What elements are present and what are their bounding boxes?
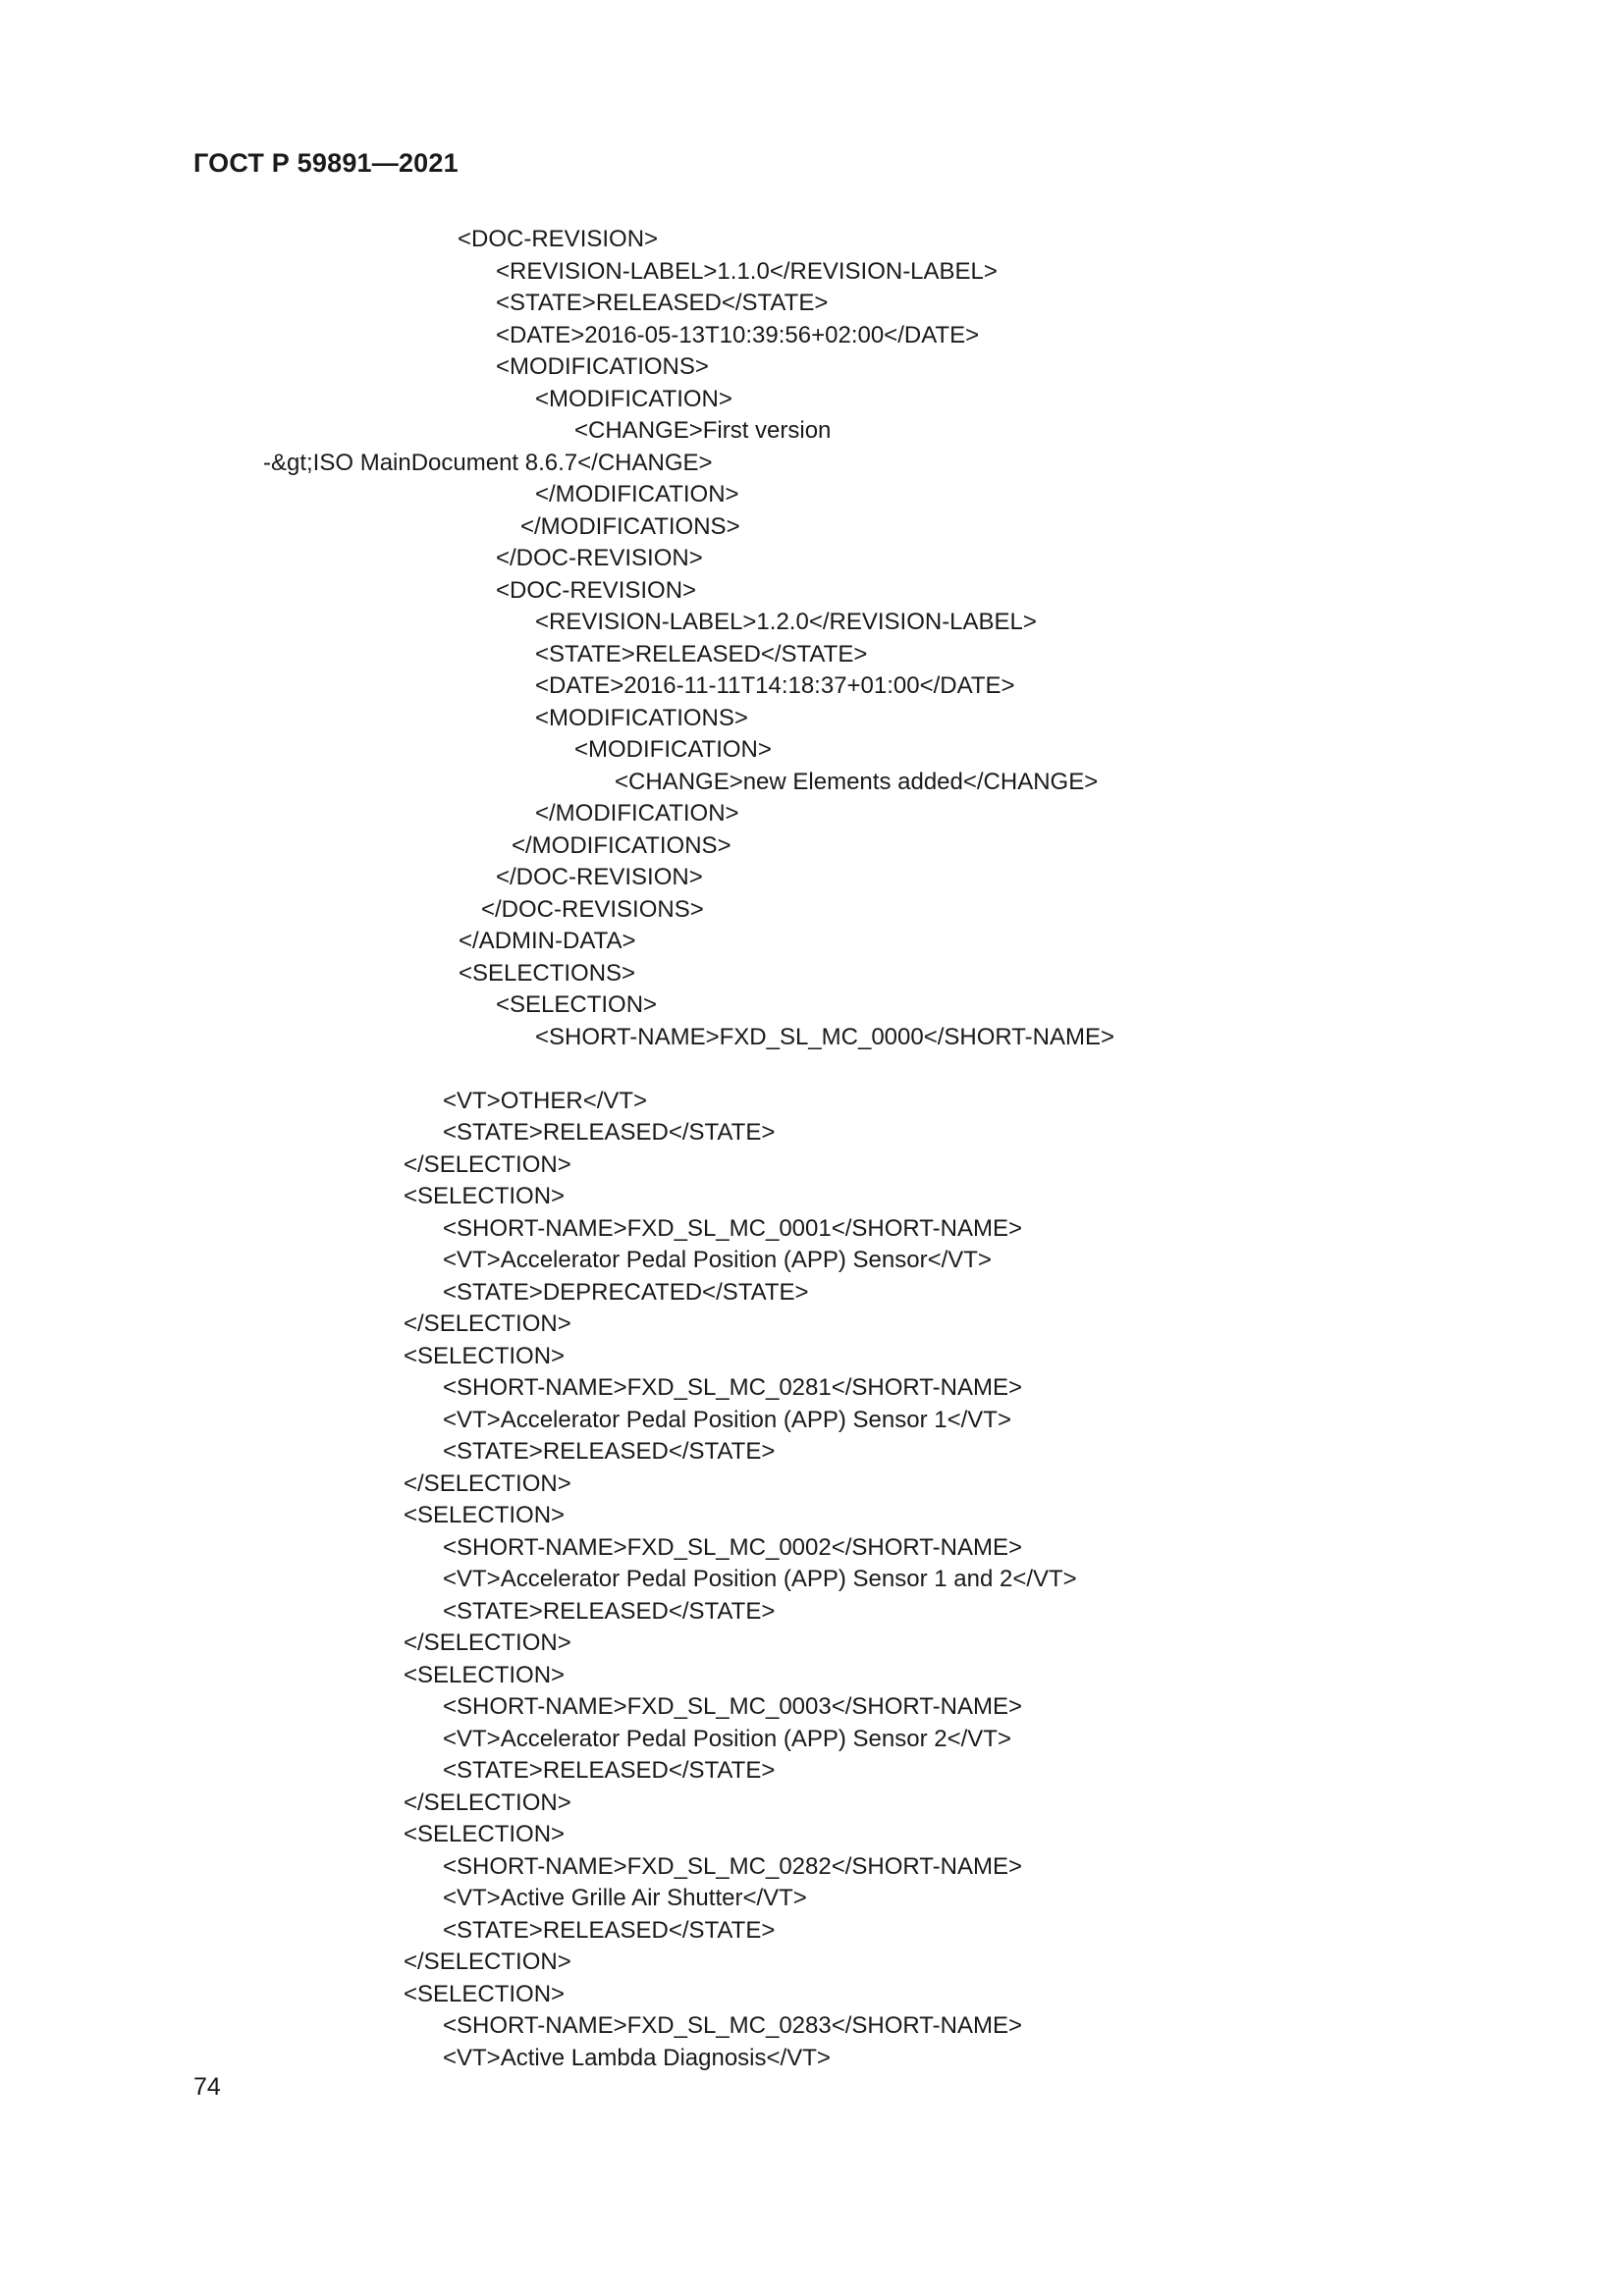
code-line (0, 1788, 1624, 1820)
code-line (0, 1851, 1624, 1884)
code-line (0, 1724, 1624, 1756)
code-line (0, 1149, 1624, 1182)
code-line-text: <DOC-REVISION> (496, 576, 697, 604)
code-line-text: </MODIFICATIONS> (520, 512, 740, 540)
code-line (0, 384, 1624, 416)
code-line (0, 351, 1624, 384)
code-line-text: <REVISION-LABEL>1.2.0</REVISION-LABEL> (535, 609, 1037, 635)
code-line (0, 1372, 1624, 1405)
code-line-text: <SHORT-NAME>FXD_SL_MC_0000</SHORT-NAME> (535, 1023, 1114, 1050)
code-line-text: <STATE>RELEASED</STATE> (443, 1119, 776, 1146)
code-line (0, 1405, 1624, 1437)
code-line (0, 415, 1624, 448)
code-line (0, 734, 1624, 767)
code-line-text: <STATE>RELEASED</STATE> (443, 1438, 776, 1465)
code-line-text: </ADMIN-DATA> (459, 928, 636, 954)
code-line (0, 511, 1624, 544)
code-line (0, 1468, 1624, 1501)
code-line (0, 958, 1624, 990)
code-line-text: <SHORT-NAME>FXD_SL_MC_0281</SHORT-NAME> (443, 1374, 1022, 1401)
code-line (0, 767, 1624, 799)
code-line (0, 288, 1624, 320)
code-line (0, 703, 1624, 735)
code-line (0, 1022, 1624, 1054)
code-line-text: <DATE>2016-11-11T14:18:37+01:00</DATE> (535, 672, 1015, 699)
code-line-text: <STATE>DEPRECATED</STATE> (443, 1278, 809, 1306)
code-line (0, 862, 1624, 894)
code-line-text: </SELECTION> (404, 1789, 571, 1816)
document-standard-id: ГОСТ Р 59891—2021 (193, 148, 459, 178)
code-line-text: <SELECTIONS> (459, 959, 636, 987)
code-line-text: <SELECTION> (404, 1183, 566, 1209)
code-line-text: </DOC-REVISION> (496, 545, 703, 571)
code-line-text: </DOC-REVISION> (496, 864, 703, 890)
xml-code-listing (0, 224, 1624, 2074)
code-line (0, 1277, 1624, 1309)
code-line-text: <STATE>RELEASED</STATE> (443, 1597, 776, 1625)
code-line-text: </DOC-REVISIONS> (481, 895, 704, 923)
code-line (0, 926, 1624, 958)
code-line (0, 798, 1624, 830)
code-line (0, 1755, 1624, 1788)
code-line-text: <CHANGE>new Elements added</CHANGE> (615, 768, 1099, 795)
code-line-text: </SELECTION> (404, 1629, 571, 1656)
code-line-text: <VT>Accelerator Pedal Position (APP) Sensor 2</VT> (443, 1725, 1011, 1752)
code-line (0, 543, 1624, 575)
code-line (0, 830, 1624, 863)
code-line (0, 894, 1624, 927)
code-line (0, 607, 1624, 639)
code-line-text: <SHORT-NAME>FXD_SL_MC_0003</SHORT-NAME> (443, 1693, 1022, 1720)
code-line (0, 1213, 1624, 1246)
code-line (0, 479, 1624, 511)
code-line (0, 1564, 1624, 1596)
code-line (0, 1947, 1624, 1979)
code-line-text: <MODIFICATIONS> (535, 704, 748, 731)
code-line-text: <SELECTION> (496, 991, 658, 1018)
code-line (0, 256, 1624, 289)
code-line-text: <VT>Active Grille Air Shutter</VT> (443, 1885, 807, 1911)
blank-code-line (0, 1053, 1624, 1086)
code-line (0, 1436, 1624, 1468)
code-line (0, 1341, 1624, 1373)
code-line-text: <SHORT-NAME>FXD_SL_MC_0282</SHORT-NAME> (443, 1852, 1022, 1880)
code-line (0, 224, 1624, 256)
code-line-text: </MODIFICATION> (535, 800, 739, 827)
code-line (0, 1308, 1624, 1341)
code-line (0, 1532, 1624, 1565)
code-line-text: <DOC-REVISION> (458, 226, 659, 252)
code-line-text: -&gt;ISO MainDocument 8.6.7</CHANGE> (263, 449, 713, 476)
code-line (0, 1181, 1624, 1213)
code-line (0, 1819, 1624, 1851)
code-line (0, 1245, 1624, 1277)
code-line-text: <SELECTION> (404, 1980, 566, 2007)
code-line-text: </SELECTION> (404, 1949, 571, 1975)
code-line (0, 1660, 1624, 1692)
code-line-text: <VT>OTHER</VT> (443, 1087, 648, 1114)
page-number: 74 (193, 2073, 221, 2101)
code-line-text: <REVISION-LABEL>1.1.0</REVISION-LABEL> (496, 257, 998, 285)
code-line (0, 1596, 1624, 1629)
code-line-text: <VT>Active Lambda Diagnosis</VT> (443, 2044, 831, 2071)
code-line-text: <MODIFICATION> (535, 385, 732, 412)
code-line-text: <MODIFICATIONS> (496, 353, 709, 380)
code-line-text: <SELECTION> (404, 1821, 566, 1847)
code-line-text: <VT>Accelerator Pedal Position (APP) Sensor</VT> (443, 1247, 992, 1273)
code-line (0, 1691, 1624, 1724)
code-line (0, 1086, 1624, 1118)
code-line (0, 448, 1624, 480)
code-line (0, 1883, 1624, 1915)
code-line-text: <DATE>2016-05-13T10:39:56+02:00</DATE> (496, 321, 980, 348)
code-line-text: </SELECTION> (404, 1310, 571, 1337)
code-line-text: <STATE>RELEASED</STATE> (535, 640, 868, 667)
code-line-text: <SELECTION> (404, 1502, 566, 1528)
code-line-text: <SELECTION> (404, 1661, 566, 1688)
code-line (0, 639, 1624, 671)
code-line (0, 1979, 1624, 2011)
code-line-text: <VT>Accelerator Pedal Position (APP) Sensor 1 and 2</VT> (443, 1566, 1077, 1592)
code-line (0, 1628, 1624, 1660)
code-line-text: <SHORT-NAME>FXD_SL_MC_0001</SHORT-NAME> (443, 1214, 1022, 1242)
code-line (0, 1500, 1624, 1532)
code-line (0, 320, 1624, 352)
code-line (0, 575, 1624, 608)
code-line-text: <SHORT-NAME>FXD_SL_MC_0002</SHORT-NAME> (443, 1533, 1022, 1561)
code-line (0, 989, 1624, 1022)
code-line-text: <SHORT-NAME>FXD_SL_MC_0283</SHORT-NAME> (443, 2012, 1022, 2039)
code-line (0, 1117, 1624, 1149)
code-line-text: <STATE>RELEASED</STATE> (496, 290, 829, 316)
code-line (0, 2043, 1624, 2075)
code-line-text: </SELECTION> (404, 1469, 571, 1497)
code-line-text: </MODIFICATION> (535, 481, 739, 507)
code-line (0, 2010, 1624, 2043)
code-line-text: <VT>Accelerator Pedal Position (APP) Sensor 1</VT> (443, 1406, 1011, 1433)
code-line-text: <CHANGE>First version (574, 417, 832, 444)
code-line-text: <STATE>RELEASED</STATE> (443, 1916, 776, 1944)
code-line-text: </SELECTION> (404, 1150, 571, 1178)
code-line (0, 670, 1624, 703)
code-line-text: <STATE>RELEASED</STATE> (443, 1757, 776, 1784)
code-line (0, 1915, 1624, 1948)
code-line-text: <MODIFICATION> (574, 736, 772, 763)
code-line-text: <SELECTION> (404, 1342, 566, 1369)
code-line-text: </MODIFICATIONS> (512, 831, 731, 859)
